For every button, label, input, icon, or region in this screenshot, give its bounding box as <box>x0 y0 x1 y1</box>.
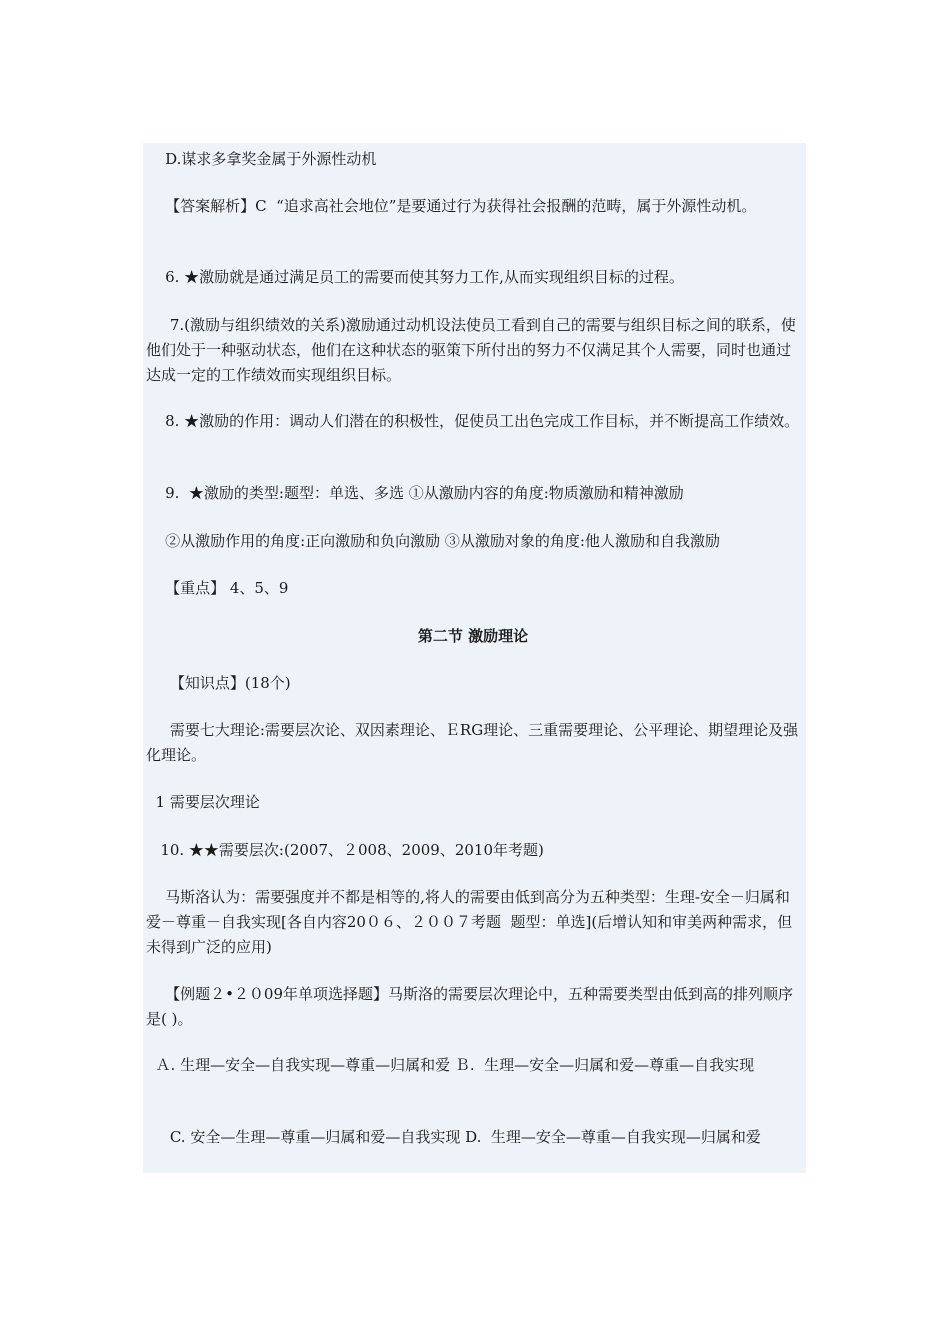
paragraph-item-9: 9. ★激励的类型:题型：单选、多选 ①从激励内容的角度:物质激励和精神激励 <box>146 484 684 502</box>
paragraph-maslow: 马斯洛认为：需要强度并不都是相等的,将人的需要由低到高分为五种类型：生理-安全－归属和爱－尊重－自我实现[各自内容20０６、２００７考题 题型：单选](后增认知和审美两种需求，但未得到广泛的应用) <box>146 888 793 956</box>
paragraph-item-9-continued: ②从激励作用的角度:正向激励和负向激励 ③从激励对象的角度:他人激励和自我激励 <box>146 532 720 550</box>
subsection-heading-hierarchy: 1 需要层次理论 <box>146 793 260 811</box>
paragraph-item-6: 6. ★激励就是通过满足员工的需要而使其努力工作,从而实现组织目标的过程。 <box>146 268 684 286</box>
document-body <box>143 143 806 1173</box>
paragraph-key-points: 【重点】 4、5、9 <box>146 579 289 597</box>
paragraph-answer-analysis: 【答案解析】C “追求高社会地位”是要通过行为获得社会报酬的范畴，属于外源性动机。 <box>146 197 757 215</box>
paragraph-example-question: 【例题２•２０09年单项选择题】马斯洛的需要层次理论中，五种需要类型由低到高的排列顺序是( )。 <box>146 985 794 1028</box>
paragraph-options-ab: Ａ. 生理—安全—自我实现—尊重—归属和爱 Ｂ. 生理—安全—归属和爱—尊重—自我实现 <box>146 1056 755 1074</box>
section-heading: 第二节 激励理论 <box>417 627 529 645</box>
paragraph-knowledge-points: 【知识点】(18个) <box>146 674 291 692</box>
paragraph-item-8: 8. ★激励的作用：调动人们潜在的积极性，促使员工出色完成工作目标，并不断提高工作绩效。 <box>146 412 800 430</box>
paragraph-item-7: 7.(激励与组织绩效的关系)激励通过动机设法使员工看到自己的需要与组织目标之间的联系，使他们处于一种驱动状态，他们在这种状态的驱策下所付出的努力不仅满足其个人需要，同时也通过达成一定的工作绩效而实现组织目标。 <box>146 316 796 384</box>
paragraph-seven-theories: 需要七大理论:需要层次论、双因素理论、ＥRG理论、三重需要理论、公平理论、期望理论及强化理论。 <box>146 721 799 764</box>
paragraph-options-cd: C. 安全—生理—尊重—归属和爱—自我实现 D. 生理—安全—尊重—自我实现—归属和爱 <box>146 1128 761 1146</box>
paragraph-item-10: 10. ★★需要层次:(2007、２008、2009、2010年考题) <box>146 841 544 859</box>
paragraph-option-d: D.谋求多拿奖金属于外源性动机 <box>146 150 377 168</box>
